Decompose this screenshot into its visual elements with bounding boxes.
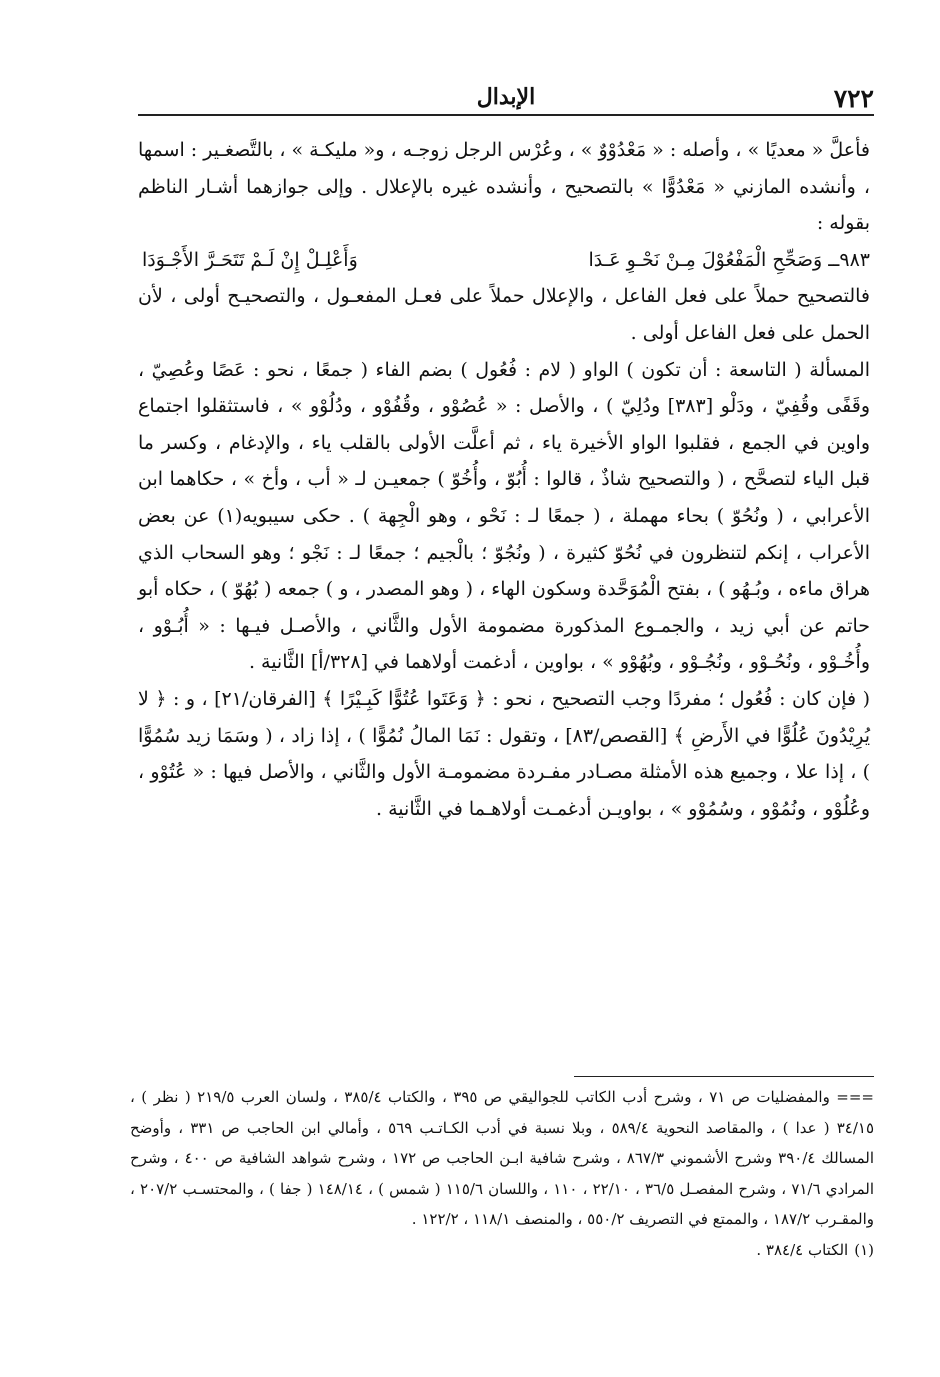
footnotes	[130, 1082, 874, 1265]
footnote-1-text: الكتاب ٣٨٤/٤ .	[756, 1240, 849, 1259]
footnote-continuation: === والمفضليات ص ٧١ ، وشرح أدب الكاتب للجواليقي ص ٣٩٥ ، والكتاب ٣٨٥/٤ ، ولسان العرب ٢١٩/٥ ( نظر ) ، ٣٤/١٥ ( عدا ) ، والمقاصد النحوية ٥٨٩/٤ ، وبلا نسبة في أدب الكـاتـب ٥٦٩ ، وأمالي ابن الحاجب ص ٣٣١ ، وأوضح المسالك ٣٩٠/٤ وشرح الأشموني ٨٦٧/٣ ، وشرح شافية ابـن الحاجب ص ١٧٢ ، وشرح شواهد الشافية ص ٤٠٠ ، وشرح المرادي ٧١/٦ ، وشرح المفصـل ٣٦/٥ ، ٢٢/١٠ ، ١١٠ ، واللسان ١١٥/٦ ( شمس ) ، ١٤٨/١٤ ( جفا ) ، والمحتسـب ٢٠٧/٢ ، والمقـرب ١٨٧/٢ ، والممتع في التصريف ٥٥٠/٢ ، والمنصف ١١٨/١ ، ١٢٢/٢ .	[130, 1088, 875, 1228]
paragraph-3: المسألة ( التاسعة : أن تكون ) الواو ( لام : فُعُول ) بضم الفاء ( جمعًا ، نحو : عَصًا وعُصِيّ ، وقَفًى وقُفِيّ ، ودَلْو [٣٨٣] ودُلِيّ ) ، والأصل : « عُصُوْو ، وقُفُوْو ، ودُلُوْو » ، فاستثقلوا اجتماع واوين في الجمع ، فقلبوا الواو الأخيرة ياء ، ثم أعلَّت الأولى بالقلب ياء ، والإدغام ، وكسر ما قبل الياء لتصحَّح ، ( والتصحيح شاذٌ ، قالوا : أُبُوّ ، وأُخُوّ ) جمعيـن لـ « أب ، وأخ » ، حكاهما ابن الأعرابي ، ( ونُحُوّ ) بحاء مهملة ، ( جمعًا لـ : نَحْو ، وهو الْجِهة ) . حكى سيبويه(١) عن بعض الأعراب ، إنكم لتنظرون في نُحُوّ كثيرة ، ( ونُجُوّ ؛ بالْجيم ؛ جمعًا لـ : نَجْو ؛ وهو السحاب الذي هراق ماءه ، وبُـهُو ) ، بفتح الْمُوَحَّدة وسكون الهاء ، ( وهو المصدر ، و ) جمعه ( بُهُوّ ) ، حكاه أبو حاتم عن أبي زيد ، والجمـوع المذكورة مضمومة الأول والثَّاني ، والأصـل فيـها : « أُبُـوْو ، وأُخُـوْو ، ونُحُـوْو ، ونُجُـوْو ، وبُهُوْو » ، بواوين ، أدغمت أولاهما في [٣٢٨/أ] الثَّانية .	[138, 358, 870, 674]
footnote-1	[130, 1235, 874, 1266]
main-text	[138, 132, 870, 827]
paragraph-2: فالتصحيح حملاً على فعل الفاعل ، والإعلال حملاً على فعـل المفعـول ، والتصحيـح أولى ، لأن الحمل على فعل الفاعل أولى .	[138, 285, 870, 344]
paragraph-4: ( فإن كان : فُعُول ؛ مفردًا وجب التصحيح ، نحو : ﴿ وَعَتَوا عُتُوًّا كَبِـيْرًا ﴾ [الفرقان/٢١] ، و : ﴿ لا يُرِيْدُونَ عُلُوًّا في الأَرضِ ﴾ [القصص/٨٣] ، وتقول : نَمَا المالُ نُمُوًّا ) ، إذا زاد ، ( وسَمَا زيد سُمُوًّا ) ، إذا علا ، وجميع هذه الأمثلة مصـادر مفـردة مضمومـة الأول والثَّاني ، والأصل فيها : « عُتُوْو ، وعُلُوْو ، ونُمُوْو ، وسُمُوْو » ، بواويـن أدغمـت أولاهـما في الثَّانية .	[138, 687, 870, 820]
footnote-1-number: (١)	[854, 1240, 874, 1259]
verse-line	[138, 242, 870, 279]
verse-first-hemistich: ٩٨٣ــ وَصَحِّحِ الْمَفْعُوْلَ مِـنْ نَحْـوِ عَـدَا	[588, 248, 870, 271]
paragraph-1: فأعلَّ « معديًا » ، وأصله : « مَعْدُوْوٌ » ، وعُرْس الرجل زوجـه ، و« مليكـة » ، بالتَّصغـير : اسمها ، وأنشده المازني « مَعْدُوًّا » بالتصحيح ، وأنشده غيره بالإعلال . وإلى جوازهما أشـار الناظم بقوله :	[138, 139, 871, 235]
verse-second-hemistich: وَأَعْلِـلْ إِنْ لَـمْ تَتَحَـرَّ الأَجْـوَدَا	[142, 248, 358, 271]
running-title: الإبدال	[476, 84, 536, 110]
page-number: ٧٢٢	[833, 84, 874, 113]
page-header	[138, 84, 874, 116]
footnote-divider	[574, 1076, 874, 1077]
